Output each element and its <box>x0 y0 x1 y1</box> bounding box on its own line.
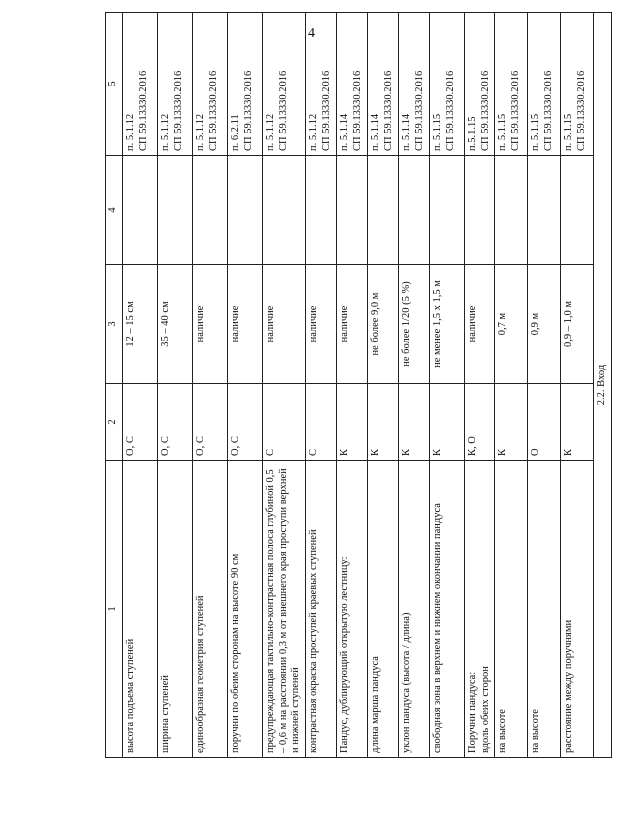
category-cell: К <box>430 384 465 461</box>
category-cell: К <box>368 384 399 461</box>
param-text: вдоль обеих сторон <box>479 666 491 753</box>
value-cell: 0,9 м <box>528 265 561 384</box>
reference-clause: п. 5.1.14 <box>370 113 381 151</box>
reference-code: СП 59.13330.2016 <box>509 70 521 151</box>
table-row <box>430 13 465 758</box>
reference-clause: п. 5.1.12 <box>265 113 276 151</box>
empty-cell <box>465 156 495 265</box>
table-header-row <box>106 13 123 758</box>
reference-cell <box>158 13 193 156</box>
reference-clause: п. 6.2.11 <box>230 114 241 151</box>
reference-clause: п. 5.1.14 <box>339 113 350 151</box>
reference-code: СП 59.13330.2016 <box>382 70 394 151</box>
table-row <box>561 13 594 758</box>
reference-code: СП 59.13330.2016 <box>207 70 219 151</box>
header-col-3: 3 <box>106 265 123 384</box>
empty-cell <box>399 156 430 265</box>
empty-cell <box>263 156 306 265</box>
category-cell: О <box>528 384 561 461</box>
value-cell: 12 – 15 см <box>123 265 158 384</box>
reference-clause: п. 5.1.12 <box>308 113 319 151</box>
table-row <box>263 13 306 758</box>
table-row <box>193 13 228 758</box>
table-row <box>495 13 528 758</box>
category-cell: О, С <box>158 384 193 461</box>
category-cell: К <box>337 384 368 461</box>
param-cell: на высоте <box>495 461 528 758</box>
section-heading: 2.2. Вход <box>594 13 612 758</box>
param-cell: ширина ступеней <box>158 461 193 758</box>
reference-clause: п. 5.1.15 <box>497 113 509 151</box>
value-cell: наличие <box>228 265 263 384</box>
param-cell: единообразная геометрия ступеней <box>193 461 228 758</box>
reference-cell <box>123 13 158 156</box>
reference-clause: п. 5.1.12 <box>125 113 136 151</box>
table-row <box>123 13 158 758</box>
reference-clause: п. 5.1.12 <box>160 113 171 151</box>
value-cell: наличие <box>465 265 495 384</box>
reference-clause: п. 5.1.15 <box>432 113 443 151</box>
requirements-table <box>105 12 612 758</box>
category-cell: К <box>399 384 430 461</box>
param-cell: поручни по обеим сторонам на высоте 90 см <box>228 461 263 758</box>
reference-cell <box>193 13 228 156</box>
param-cell: длина марша пандуса <box>368 461 399 758</box>
param-cell: уклон пандуса (высота / длина) <box>399 461 430 758</box>
reference-cell <box>306 13 337 156</box>
reference-code: СП 59.13330.2016 <box>479 70 491 151</box>
value-cell: наличие <box>263 265 306 384</box>
reference-clause: п. 5.1.15 <box>563 113 575 151</box>
reference-cell <box>430 13 465 156</box>
empty-cell <box>123 156 158 265</box>
reference-code: СП 59.13330.2016 <box>277 70 289 151</box>
reference-cell <box>263 13 306 156</box>
empty-cell <box>158 156 193 265</box>
value-cell: не менее 1,5 х 1,5 м <box>430 265 465 384</box>
param-cell: контрастная окраска проступей краевых ступеней <box>306 461 337 758</box>
rotated-table-box <box>105 58 608 758</box>
category-cell: О, С <box>193 384 228 461</box>
empty-cell <box>306 156 337 265</box>
header-col-5: 5 <box>106 13 123 156</box>
reference-clause: п. 5.1.15 <box>530 113 542 151</box>
table-row <box>228 13 263 758</box>
reference-cell <box>368 13 399 156</box>
reference-cell <box>465 13 495 156</box>
param-cell: расстояние между поручнями <box>561 461 594 758</box>
reference-code: СП 59.13330.2016 <box>413 70 425 151</box>
reference-cell <box>561 13 594 156</box>
empty-cell <box>193 156 228 265</box>
reference-code: СП 59.13330.2016 <box>575 70 587 151</box>
section-row <box>594 13 612 758</box>
reference-code: СП 59.13330.2016 <box>137 70 149 151</box>
empty-cell <box>430 156 465 265</box>
category-cell: К <box>561 384 594 461</box>
reference-cell <box>337 13 368 156</box>
table-row-handrails-title <box>465 13 495 758</box>
reference-code: СП 59.13330.2016 <box>242 70 254 151</box>
value-cell: не более 9,0 м <box>368 265 399 384</box>
reference-cell <box>228 13 263 156</box>
reference-cell <box>399 13 430 156</box>
value-cell: наличие <box>337 265 368 384</box>
table-row <box>528 13 561 758</box>
reference-clause: п.5.1.15 <box>467 116 478 151</box>
value-cell: не более 1/20 (5 %) <box>399 265 430 384</box>
param-cell: свободная зона в верхнем и нижнем окончании пандуса <box>430 461 465 758</box>
value-cell: 35 – 40 см <box>158 265 193 384</box>
reference-cell <box>495 13 528 156</box>
reference-cell <box>528 13 561 156</box>
param-cell: Пандус, дублирующий открытую лестницу: <box>337 461 368 758</box>
param-cell: предупреждающая тактильно-контрастная полоса глубиной 0,5 – 0,6 м на расстоянии 0,3 м от внешнего края проступи верхней и нижней ступеней <box>263 461 306 758</box>
table-row <box>368 13 399 758</box>
category-cell: К, О <box>465 384 495 461</box>
reference-clause: п. 5.1.14 <box>401 113 412 151</box>
category-cell: О, С <box>123 384 158 461</box>
value-cell: 0,7 м <box>495 265 528 384</box>
reference-code: СП 59.13330.2016 <box>444 70 456 151</box>
table-row <box>158 13 193 758</box>
reference-code: СП 59.13330.2016 <box>320 70 332 151</box>
rotated-table-container <box>105 58 608 758</box>
value-cell: наличие <box>193 265 228 384</box>
category-cell: С <box>263 384 306 461</box>
reference-code: СП 59.13330.2016 <box>172 70 184 151</box>
empty-cell <box>495 156 528 265</box>
handrails-title: Поручни пандуса: <box>467 671 478 753</box>
header-col-1: 1 <box>106 461 123 758</box>
handrails-title-cell <box>465 461 495 758</box>
category-cell: К <box>495 384 528 461</box>
reference-code: СП 59.13330.2016 <box>351 70 363 151</box>
header-col-4: 4 <box>106 156 123 265</box>
empty-cell <box>561 156 594 265</box>
category-cell: С <box>306 384 337 461</box>
header-col-2: 2 <box>106 384 123 461</box>
reference-clause: п. 5.1.12 <box>195 113 206 151</box>
table-row <box>399 13 430 758</box>
value-cell: 0,9 – 1,0 м <box>561 265 594 384</box>
empty-cell <box>528 156 561 265</box>
category-cell: О, С <box>228 384 263 461</box>
table-row <box>306 13 337 758</box>
table-row <box>337 13 368 758</box>
empty-cell <box>337 156 368 265</box>
param-cell: на высоте <box>528 461 561 758</box>
empty-cell <box>228 156 263 265</box>
param-cell: высота подъема ступеней <box>123 461 158 758</box>
page-number: 4 <box>308 26 315 41</box>
empty-cell <box>368 156 399 265</box>
reference-code: СП 59.13330.2016 <box>542 70 554 151</box>
value-cell: наличие <box>306 265 337 384</box>
